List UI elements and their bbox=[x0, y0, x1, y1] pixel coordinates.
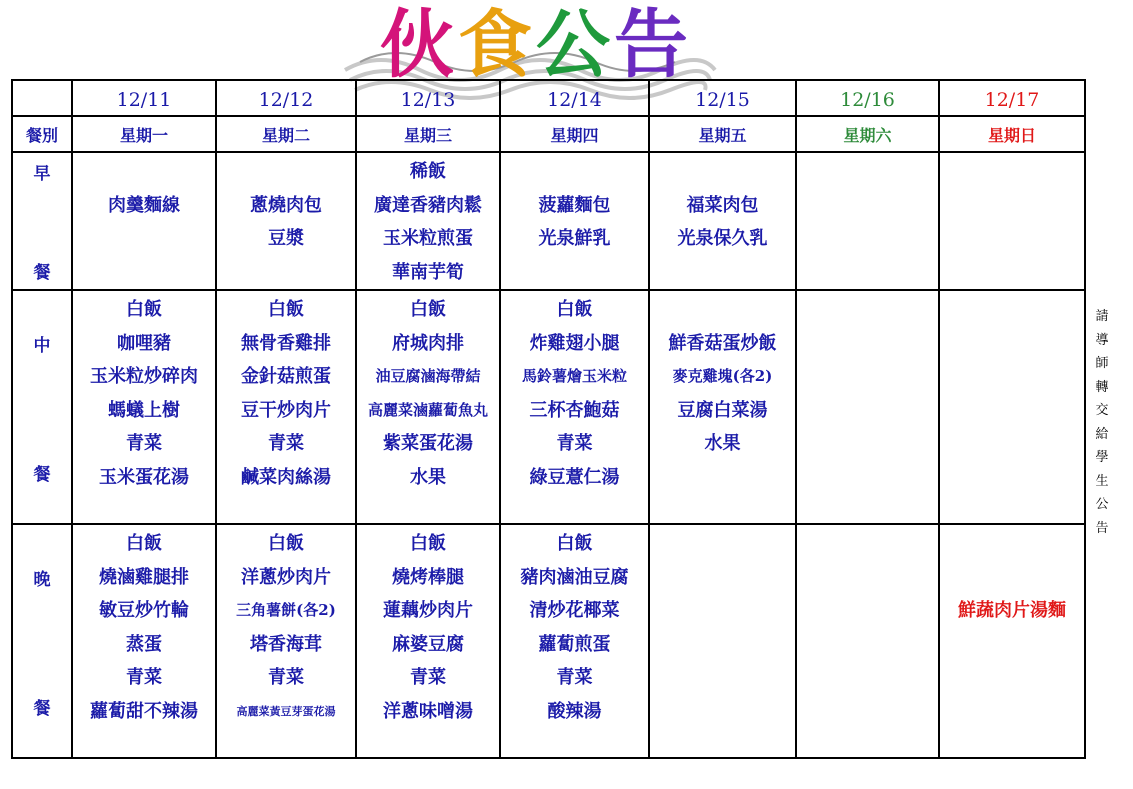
menu-item: 蔥燒肉包 bbox=[250, 194, 322, 216]
dinner-cell bbox=[216, 524, 356, 758]
menu-item: 炸雞翅小腿 bbox=[529, 332, 620, 354]
lunch-cell bbox=[356, 290, 500, 524]
menu-item: 鮮蔬肉片湯麵 bbox=[958, 600, 1066, 621]
menu-item: 白飯 bbox=[126, 299, 162, 320]
menu-item: 白飯 bbox=[410, 299, 446, 320]
date-header-saturday: 12/16 bbox=[796, 80, 939, 116]
title-char-2: 食 bbox=[458, 2, 536, 88]
menu-item: 菠蘿麵包 bbox=[538, 194, 611, 216]
breakfast-label bbox=[12, 152, 72, 290]
menu-item: 洋蔥味噌湯 bbox=[383, 700, 473, 722]
date-header: 12/13 bbox=[356, 80, 500, 116]
menu-item: 青菜 bbox=[126, 433, 162, 454]
menu-item: 麻婆豆腐 bbox=[392, 633, 464, 655]
menu-item: 馬鈴薯燴玉米粒 bbox=[521, 367, 627, 385]
menu-item: 清炒花椰菜 bbox=[529, 600, 620, 621]
menu-item: 白飯 bbox=[556, 533, 593, 554]
menu-item bbox=[650, 293, 795, 327]
menu-item bbox=[650, 155, 795, 189]
meal-type-header: 餐別 bbox=[12, 116, 72, 152]
menu-item: 蘿蔔甜不辣湯 bbox=[90, 700, 198, 722]
dinner-cell bbox=[649, 524, 796, 758]
breakfast-row bbox=[12, 152, 1085, 290]
breakfast-cell bbox=[356, 152, 500, 290]
lunch-label-top: 中 bbox=[33, 336, 51, 356]
date-header: 12/15 bbox=[649, 80, 796, 116]
menu-item: 綠豆薏仁湯 bbox=[529, 466, 620, 488]
weekday-header: 星期四 bbox=[500, 116, 649, 152]
menu-item: 府城肉排 bbox=[392, 332, 464, 354]
menu-item: 玉米蛋花湯 bbox=[99, 466, 189, 488]
menu-item bbox=[940, 527, 1084, 561]
breakfast-label-bottom: 餐 bbox=[33, 263, 51, 283]
weekday-header: 星期五 bbox=[649, 116, 796, 152]
date-header: 12/14 bbox=[500, 80, 649, 116]
menu-item: 青菜 bbox=[126, 667, 162, 688]
menu-item: 酸辣湯 bbox=[547, 700, 602, 722]
menu-item: 白飯 bbox=[268, 533, 304, 554]
date-header: 12/11 bbox=[72, 80, 216, 116]
lunch-row bbox=[12, 290, 1085, 524]
date-row bbox=[12, 80, 1085, 116]
weekday-row bbox=[12, 116, 1085, 152]
menu-item: 華南芋筍 bbox=[392, 261, 464, 283]
breakfast-label-top: 早 bbox=[33, 164, 51, 184]
weekday-header-sunday: 星期日 bbox=[939, 116, 1085, 152]
title-char-3: 公 bbox=[536, 2, 614, 88]
weekday-header: 星期一 bbox=[72, 116, 216, 152]
menu-item: 三角薯餅(各2) bbox=[236, 601, 336, 619]
breakfast-cell bbox=[500, 152, 649, 290]
menu-item: 水果 bbox=[410, 466, 446, 488]
breakfast-cell bbox=[939, 152, 1085, 290]
lunch-cell bbox=[216, 290, 356, 524]
menu-item: 高麗菜滷蘿蔔魚丸 bbox=[367, 400, 488, 419]
menu-item: 水果 bbox=[704, 433, 741, 454]
corner-cell bbox=[12, 80, 72, 116]
dinner-cell bbox=[356, 524, 500, 758]
lunch-cell bbox=[72, 290, 216, 524]
dinner-cell bbox=[939, 524, 1085, 758]
menu-item: 無骨香雞排 bbox=[241, 332, 331, 354]
menu-item: 白飯 bbox=[556, 299, 593, 320]
breakfast-cell bbox=[72, 152, 216, 290]
menu-item: 三杯杏鮑菇 bbox=[529, 399, 620, 421]
side-note: 請導師轉交給學生公告 bbox=[1095, 309, 1109, 536]
menu-item: 青菜 bbox=[268, 433, 304, 454]
menu-item: 肉羹麵線 bbox=[108, 194, 180, 216]
menu-item bbox=[217, 155, 355, 189]
menu-item: 高麗菜黃豆芽蛋花湯 bbox=[236, 704, 336, 718]
title-char-4: 告 bbox=[614, 2, 692, 88]
menu-item: 青菜 bbox=[556, 433, 593, 454]
lunch-cell bbox=[500, 290, 649, 524]
menu-item: 燒烤棒腿 bbox=[392, 566, 464, 588]
menu-item: 麥克雞塊(各2) bbox=[672, 367, 773, 385]
menu-item: 青菜 bbox=[556, 667, 593, 688]
menu-item: 光泉鮮乳 bbox=[538, 228, 611, 249]
dinner-label bbox=[12, 524, 72, 758]
menu-item: 豆干炒肉片 bbox=[241, 399, 331, 421]
menu-item: 敏豆炒竹輪 bbox=[99, 600, 189, 621]
menu-item: 金針菇煎蛋 bbox=[241, 366, 331, 387]
lunch-cell bbox=[939, 290, 1085, 524]
title-char-1: 伙 bbox=[380, 2, 458, 88]
menu-item: 蘿蔔煎蛋 bbox=[538, 633, 611, 655]
dinner-label-top: 晚 bbox=[33, 570, 51, 590]
menu-item: 紫菜蛋花湯 bbox=[383, 433, 473, 454]
menu-item: 豬肉滷油豆腐 bbox=[520, 566, 629, 588]
menu-item: 白飯 bbox=[268, 299, 304, 320]
dinner-cell bbox=[796, 524, 939, 758]
lunch-label bbox=[12, 290, 72, 524]
menu-item: 洋蔥炒肉片 bbox=[241, 566, 331, 588]
menu-item: 塔香海茸 bbox=[250, 633, 322, 655]
date-header: 12/12 bbox=[216, 80, 356, 116]
breakfast-cell bbox=[216, 152, 356, 290]
menu-item: 豆腐白菜湯 bbox=[677, 399, 768, 421]
title-text bbox=[380, 0, 692, 90]
lunch-label-bottom: 餐 bbox=[33, 465, 51, 485]
menu-item: 玉米粒煎蛋 bbox=[383, 228, 473, 249]
menu-item bbox=[73, 155, 215, 189]
dinner-label-bottom: 餐 bbox=[33, 699, 51, 719]
menu-item: 白飯 bbox=[126, 533, 162, 554]
menu-item: 光泉保久乳 bbox=[677, 228, 768, 249]
date-header-sunday: 12/17 bbox=[939, 80, 1085, 116]
menu-item: 鹹菜肉絲湯 bbox=[241, 466, 331, 488]
menu-item: 鮮香菇蛋炒飯 bbox=[668, 332, 777, 354]
menu-item: 廣達香豬肉鬆 bbox=[374, 194, 482, 216]
weekday-header-saturday: 星期六 bbox=[796, 116, 939, 152]
menu-item: 豆漿 bbox=[268, 228, 304, 249]
menu-item: 玉米粒炒碎肉 bbox=[90, 366, 198, 387]
menu-item: 咖哩豬 bbox=[117, 332, 171, 354]
menu-item: 青菜 bbox=[268, 667, 304, 688]
menu-item bbox=[501, 155, 648, 189]
weekday-header: 星期二 bbox=[216, 116, 356, 152]
menu-item: 稀飯 bbox=[410, 161, 446, 182]
menu-item: 蒸蛋 bbox=[126, 633, 162, 655]
menu-item: 螞蟻上樹 bbox=[108, 399, 180, 421]
breakfast-cell bbox=[649, 152, 796, 290]
dinner-cell bbox=[72, 524, 216, 758]
weekday-header: 星期三 bbox=[356, 116, 500, 152]
menu-item: 蓮藕炒肉片 bbox=[383, 600, 473, 621]
menu-item: 燒滷雞腿排 bbox=[99, 566, 189, 588]
menu-item: 福菜肉包 bbox=[686, 194, 759, 216]
weekly-menu-table bbox=[11, 79, 1086, 759]
breakfast-cell bbox=[796, 152, 939, 290]
menu-item bbox=[940, 561, 1084, 595]
dinner-cell bbox=[500, 524, 649, 758]
menu-item: 青菜 bbox=[410, 667, 446, 688]
menu-item: 油豆腐滷海帶結 bbox=[375, 367, 481, 385]
menu-item: 白飯 bbox=[410, 533, 446, 554]
lunch-cell bbox=[649, 290, 796, 524]
lunch-cell bbox=[796, 290, 939, 524]
dinner-row bbox=[12, 524, 1085, 758]
